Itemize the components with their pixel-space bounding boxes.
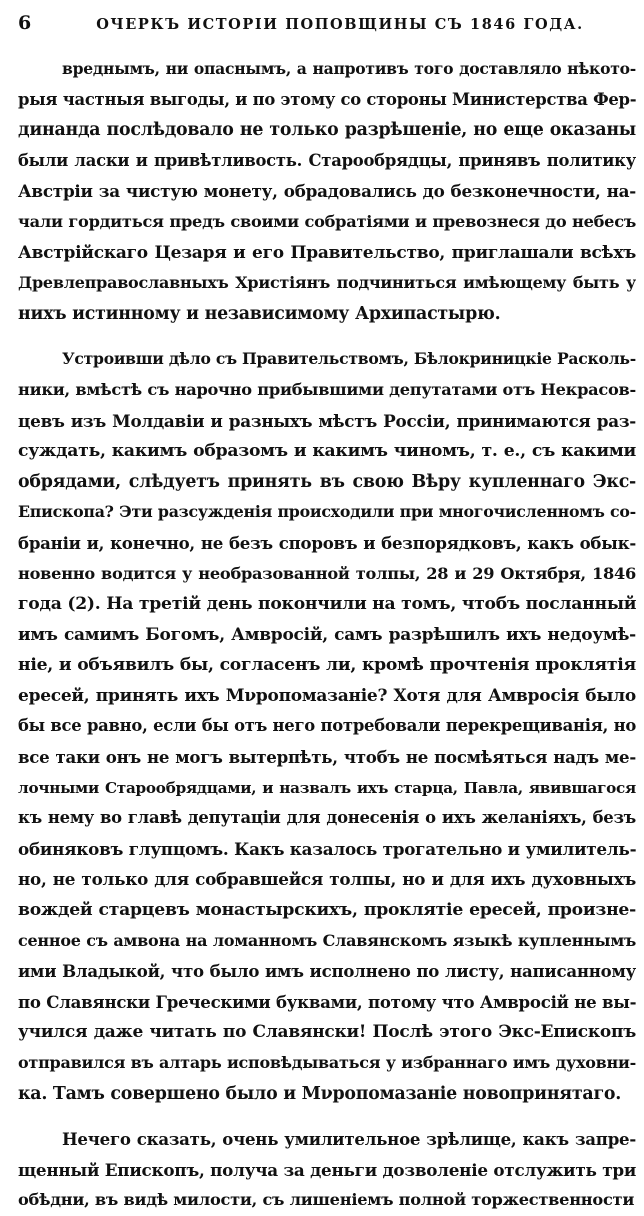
text-line: обиняковъ глупцомъ. Какъ казалось трогательно и умилитель- [18, 838, 636, 859]
text-line: вреднымъ, ни опаснымъ, а напротивъ того доставляло нѣкото- [62, 59, 636, 78]
text-line: динанда послѣдовало не только разрѣшеніе, но еще оказаны [18, 120, 636, 141]
text-line: года (2). На третій день покончили на томъ, чтобъ посланный [18, 594, 636, 615]
page-header [18, 10, 636, 40]
text-line: щенный Епископъ, получа за деньги дозволеніе отслужить три [18, 1159, 636, 1180]
text-line: браніи и, конечно, не безъ споровъ и безпорядковъ, какъ обык- [18, 532, 636, 553]
text-line: учился даже читать по Славянски! Послѣ этого Экс-Епископъ [18, 1022, 636, 1043]
text-line: Древлеправославныхъ Христіянъ подчиниться имѣющему быть у [18, 273, 636, 293]
text-line: вождей старцевъ монастырскихъ, проклятіе ересей, произне- [18, 900, 636, 921]
text-line: нихъ истинному и независимому Архипастырю. [18, 303, 501, 324]
text-line: ніе, и объявилъ бы, согласенъ ли, кромѣ прочтенія проклятія [18, 655, 636, 676]
text-line: лочными Старообрядцами, и назвалъ ихъ старца, Павла, явившагося [18, 778, 636, 797]
text-line: Устроивши дѣло съ Правительствомъ, Бѣлокриницкіе Расколь- [62, 349, 636, 369]
text-line: Нечего сказать, очень умилительное зрѣлище, какъ запре- [62, 1129, 636, 1150]
text-line: отправился въ алтарь исповѣдываться у избраннаго имъ духовни- [18, 1053, 636, 1072]
running-title: ОЧЕРКЪ ИСТОРІИ ПОПОВЩИНЫ СЪ 1846 ГОДА. [96, 16, 584, 33]
text-line: сенное съ амвона на ломанномъ Славянскомъ языкѣ купленнымъ [18, 930, 636, 950]
text-line: но, не только для собравшейся толпы, но и для ихъ духовныхъ [18, 869, 636, 890]
text-line: ники, вмѣстѣ съ нарочно прибывшими депутатами отъ Некрасов- [18, 379, 636, 399]
page-number: 6 [18, 12, 32, 34]
text-line: были ласки и привѣтливость. Старообрядцы, принявъ политику [18, 150, 636, 170]
text-line: суждать, какимъ образомъ и какимъ чиномъ, т. е., съ какими [18, 441, 636, 462]
text-line: чали гордиться предъ своими собратіями и превознеся до небесъ [18, 211, 636, 231]
text-line: обрядами, слѣдуетъ принять въ свою Вѣру купленнаго Экс- [18, 471, 636, 492]
text-line: бы все равно, если бы отъ него потребовали перекрещиванія, но [18, 716, 636, 736]
text-line: ка. Тамъ совершено было и Мνропомазаніе новопринятаго. [18, 1083, 622, 1104]
paragraph [18, 344, 636, 1109]
text-line: по Славянски Греческими буквами, потому что Амвросій не вы- [18, 991, 636, 1012]
text-line: новенно водится у необразованной толпы, 28 и 29 Октября, 1846 [18, 563, 636, 583]
text-line: ересей, принять ихъ Мνропомазаніе? Хотя для Амвросія было [18, 685, 636, 706]
text-line: Австрійскаго Цезаря и его Правительство, приглашали всѣхъ [18, 242, 636, 263]
text-line: имъ самимъ Богомъ, Амвросій, самъ разрѣшилъ ихъ недоумѣ- [18, 624, 636, 645]
text-line: цевъ изъ Молдавіи и разныхъ мѣстъ Россіи, принимаются раз- [18, 410, 636, 431]
text-line: къ нему во главѣ депутаціи для донесенія о ихъ желаніяхъ, безъ [18, 808, 636, 828]
text-line: Епископа? Эти разсужденія происходили при многочисленномъ со- [18, 502, 636, 522]
paragraph [18, 1124, 636, 1216]
paragraph [18, 54, 636, 329]
text-line: Австріи за чистую монету, обрадовались до безконечности, на- [18, 181, 636, 202]
body-text [18, 54, 636, 1216]
text-line: рыя частныя выгоды, и по этому со стороны Министерства Фер- [18, 89, 636, 109]
text-line: обѣдни, въ видѣ милости, съ лишеніемъ полной торжественности [18, 1190, 635, 1210]
text-line: ими Владыкой, что было имъ исполнено по листу, написанному [18, 961, 636, 982]
text-line: все таки онъ не могъ вытерпѣть, чтобъ не посмѣяться надъ ме- [18, 747, 636, 768]
